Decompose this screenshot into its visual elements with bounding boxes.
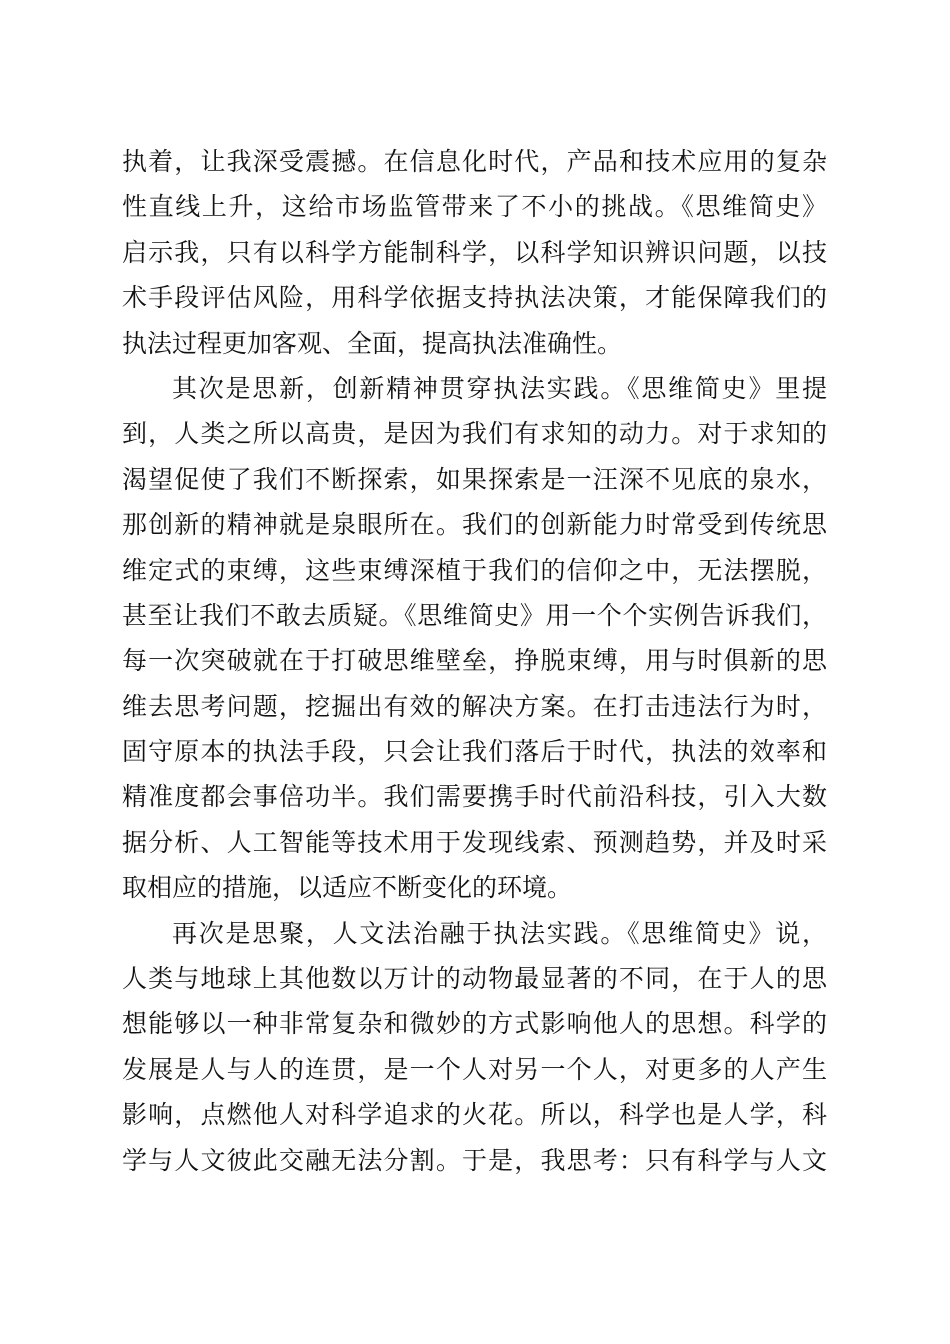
- paragraph-line: 精准度都会事倍功半。我们需要携手时代前沿科技，引入大数: [122, 782, 827, 812]
- paragraph-line: 执法过程更加客观、全面，提高执法准确性。: [122, 328, 623, 358]
- paragraph-2: [122, 366, 827, 911]
- paragraph-line: 那创新的精神就是泉眼所在。我们的创新能力时常受到传统思: [122, 510, 827, 540]
- paragraph-line: 据分析、人工智能等技术用于发现线索、预测趋势，并及时采: [122, 827, 827, 857]
- paragraph-line: 到，人类之所以高贵，是因为我们有求知的动力。对于求知的: [122, 419, 827, 449]
- paragraph-line: 甚至让我们不敢去质疑。《思维简史》用一个个实例告诉我们，: [122, 600, 827, 630]
- paragraph-line: 固守原本的执法手段，只会让我们落后于时代，执法的效率和: [122, 737, 827, 767]
- paragraph-line: 启示我，只有以科学方能制科学，以科学知识辨识问题，以技: [122, 237, 827, 267]
- paragraph-line: 再次是思聚，人文法治融于执法实践。《思维简史》说，: [172, 918, 827, 948]
- paragraph-line: 发展是人与人的连贯，是一个人对另一个人，对更多的人产生: [122, 1054, 827, 1084]
- paragraph-line: 每一次突破就在于打破思维壁垒，挣脱束缚，用与时俱新的思: [122, 646, 827, 676]
- paragraph-line: 执着，让我深受震撼。在信息化时代，产品和技术应用的复杂: [122, 147, 827, 176]
- paragraph-line: 人类与地球上其他数以万计的动物最显著的不同，在于人的思: [122, 964, 827, 994]
- document-body: [122, 139, 827, 1183]
- paragraph-line: 性直线上升，这给市场监管带来了不小的挑战。《思维简史》: [122, 192, 827, 222]
- paragraph-line: 渴望促使了我们不断探索，如果探索是一汪深不见底的泉水，: [122, 464, 827, 494]
- paragraph-line: 维定式的束缚，这些束缚深植于我们的信仰之中，无法摆脱，: [122, 555, 827, 585]
- paragraph-3: [122, 911, 827, 1183]
- paragraph-1: [122, 139, 827, 366]
- paragraph-line: 学与人文彼此交融无法分割。于是，我思考：只有科学与人文: [122, 1145, 827, 1175]
- paragraph-line: 影响，点燃他人对科学追求的火花。所以，科学也是人学，科: [122, 1100, 827, 1130]
- paragraph-line: 维去思考问题，挖掘出有效的解决方案。在打击违法行为时，: [122, 691, 827, 721]
- paragraph-line: 想能够以一种非常复杂和微妙的方式影响他人的思想。科学的: [122, 1009, 827, 1039]
- paragraph-line: 术手段评估风险，用科学依据支持执法决策，才能保障我们的: [122, 283, 827, 313]
- paragraph-line: 取相应的措施，以适应不断变化的环境。: [122, 873, 573, 903]
- paragraph-line: 其次是思新，创新精神贯穿执法实践。《思维简史》里提: [172, 373, 827, 403]
